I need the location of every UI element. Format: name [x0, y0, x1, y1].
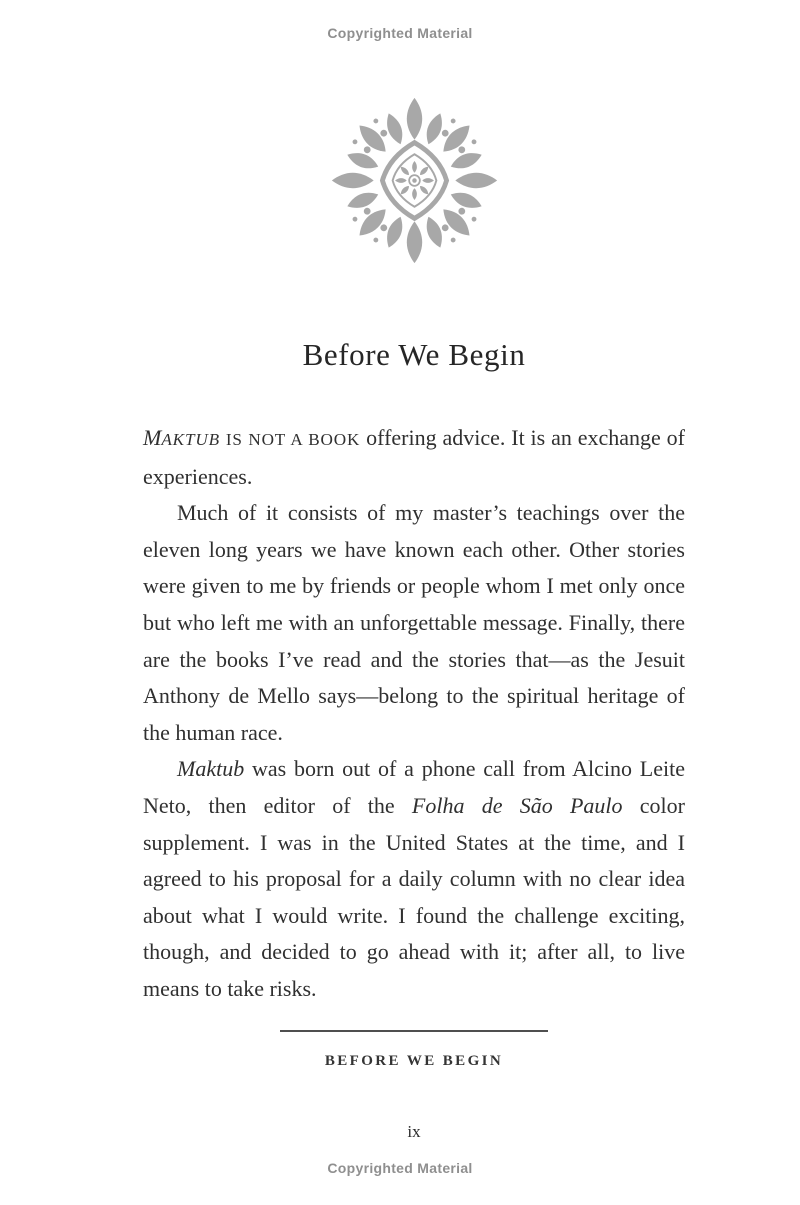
page-number: ix — [407, 1122, 421, 1141]
body-paragraph: MAKTUB IS NOT A BOOK offering advice. It is an exchange of experiences. — [143, 425, 685, 489]
body-text — [143, 420, 685, 1008]
floral-diamond-mandala-graphic — [327, 93, 502, 268]
chapter-title: Before We Begin — [302, 337, 526, 372]
body-paragraph: Much of it consists of my master’s teachings over the eleven long years we have known each other. Other stories were given to me by friends or people whom I met only once but who left me with an unforgettable message. Finally, there are the books I’ve read and the stories that—as the Jesuit Anthony de Mello says—belong to the spiritual heritage of the human race. — [143, 500, 685, 745]
copyright-notice-bottom: Copyrighted Material — [327, 1160, 473, 1176]
footer-rule — [280, 1030, 548, 1032]
running-footer-title: BEFORE WE BEGIN — [324, 1053, 504, 1069]
body-paragraph: Maktub was born out of a phone call from Alcino Leite Neto, then editor of the Folha de São Paulo color supplement. I was in the United States at the time, and I agreed to his proposal for a daily column with no clear idea about what I would write. I found the challenge exciting, though, and decided to go ahead with it; after all, to live means to take risks. — [143, 756, 685, 1001]
copyright-notice-top: Copyrighted Material — [327, 25, 473, 41]
floral-ornament — [327, 93, 502, 268]
